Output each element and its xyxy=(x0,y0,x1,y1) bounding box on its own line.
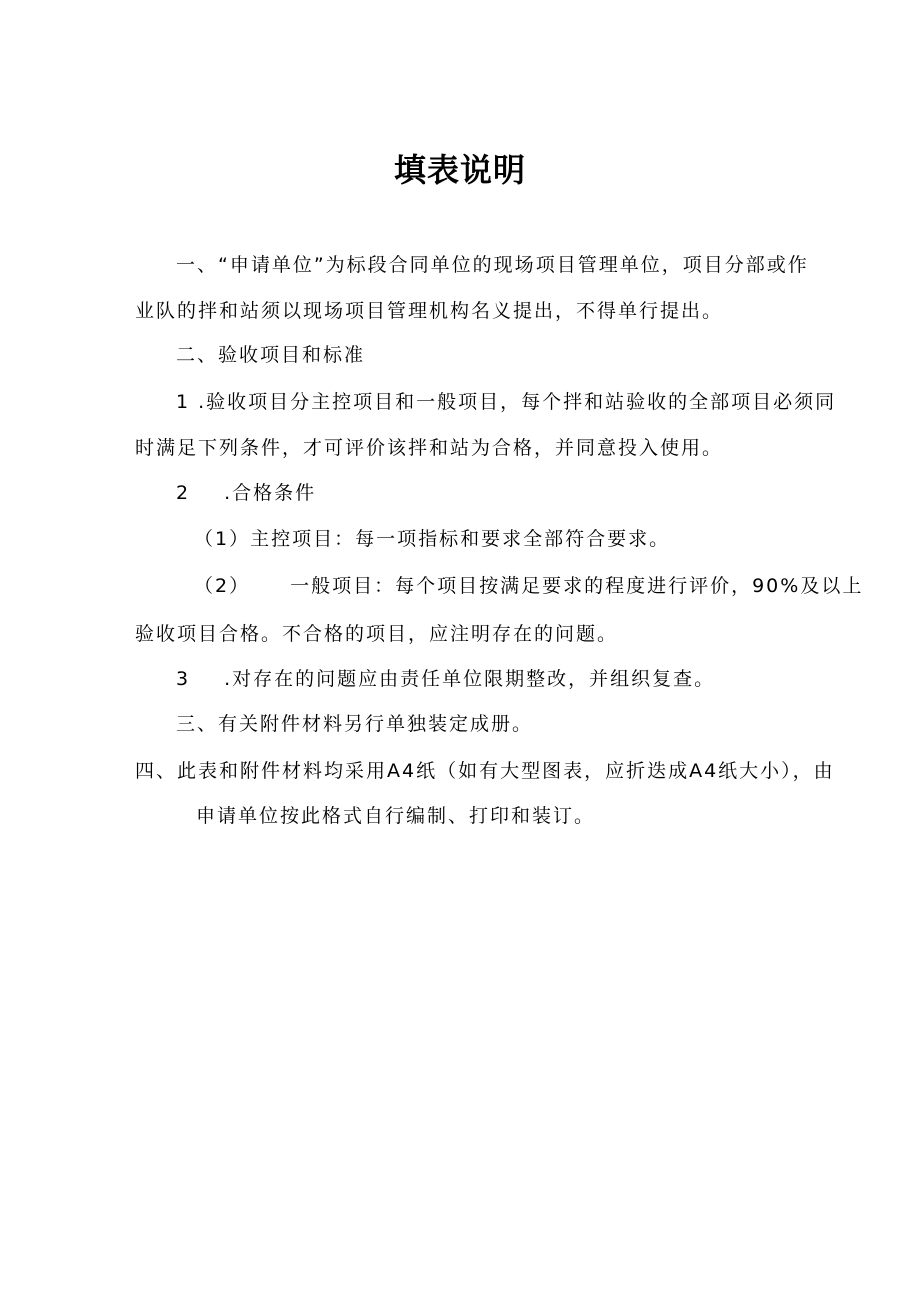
paragraph-line: 时满足下列条件，才可评价该拌和站为合格，并同意投入使用。 xyxy=(135,437,724,459)
list-item xyxy=(194,571,863,601)
item-number: 2 xyxy=(176,482,191,504)
paragraph-line: 1 .验收项目分主控项目和一般项目，每个拌和站验收的全部项目必须同 xyxy=(176,391,837,413)
section-heading: 二、验收项目和标准 xyxy=(176,344,366,366)
paragraph-line: 业队的拌和站须以现场项目管理机构名义提出，不得单行提出。 xyxy=(135,300,724,322)
list-item xyxy=(176,664,715,694)
list-item xyxy=(176,478,316,508)
item-text: .合格条件 xyxy=(224,482,317,504)
paragraph-line: 申请单位按此格式自行编制、打印和装订。 xyxy=(196,805,596,827)
paragraph-line: 一、“申请单位”为标段合同单位的现场项目管理单位，项目分部或作 xyxy=(176,254,809,276)
paragraph-line: 验收项目合格。不合格的项目，应注明存在的问题。 xyxy=(135,623,619,645)
item-number: 3 xyxy=(176,668,191,690)
page-title: 填表说明 xyxy=(393,151,526,189)
item-text: .对存在的问题应由责任单位限期整改，并组织复查。 xyxy=(224,668,716,690)
item-number: （2） xyxy=(194,575,251,597)
section-heading: 三、有关附件材料另行单独装定成册。 xyxy=(176,713,534,735)
list-item: （1）主控项目：每一项指标和要求全部符合要求。 xyxy=(194,528,671,550)
section-heading: 四、此表和附件材料均采用A4纸（如有大型图表，应折迭成A4纸大小），由 xyxy=(135,760,835,782)
item-text: 一般项目：每个项目按满足要求的程度进行评价，90%及以上 xyxy=(290,575,864,597)
